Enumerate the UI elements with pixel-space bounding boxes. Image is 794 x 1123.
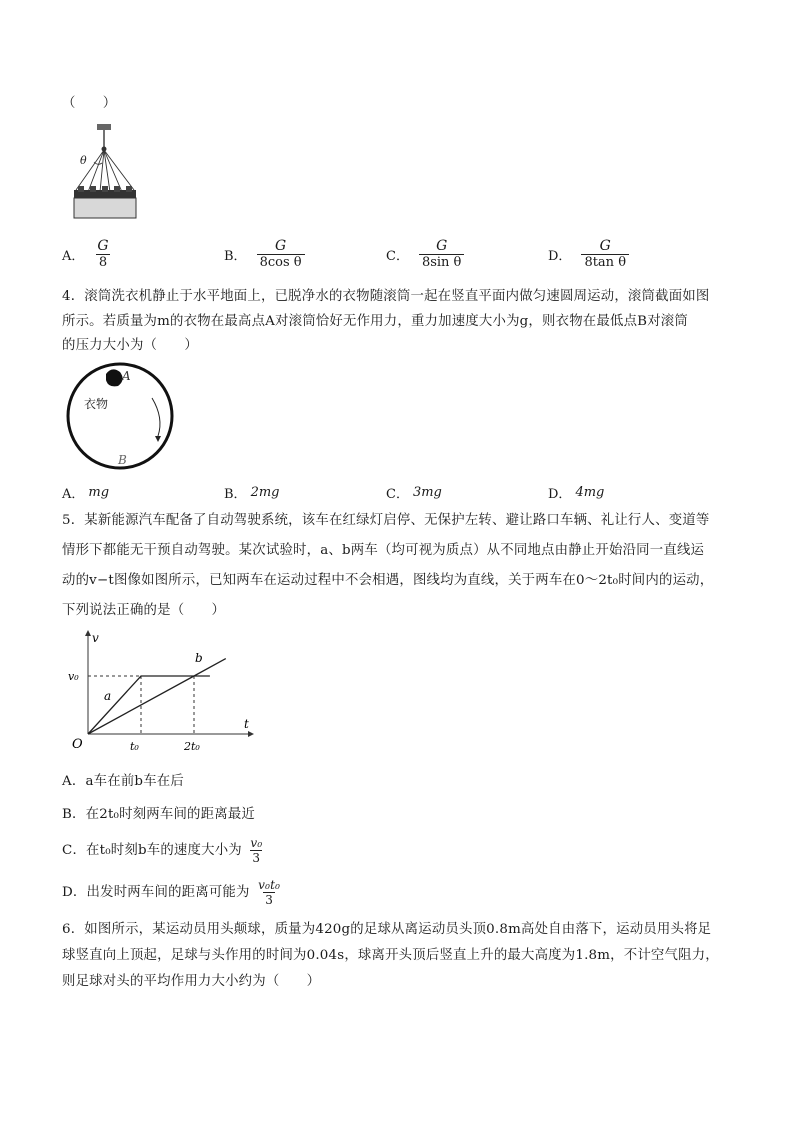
q4-drum-figure [62,360,180,472]
fraction: $\frac{G}{\text{8tan θ}}$ [581,238,629,271]
v0-tick-label: v₀ [68,670,79,683]
q4-text-line-3: 的压力大小为（ ） [62,338,198,353]
q3-answer-bracket: （ ） [62,96,117,111]
q4-option-a[interactable]: A． mg [62,485,110,502]
fraction: $\frac{\text{v₀}}{3}$ [250,836,263,865]
2t0-tick-label: 2t₀ [184,740,200,753]
label-clothes: 衣物 [84,397,109,411]
q6-text-line-2: 球竖直向上顶起，足球与头作用的时间为0.04s，球离开头顶后竖直上升的最大高度为1.8m，不计空气阻力， [62,948,719,963]
label-a: A [122,369,131,383]
origin-label: O [72,737,83,752]
q3-chandelier-figure [70,122,140,222]
theta-label: θ [80,154,87,167]
fraction: $\frac{G}{\text{8sin θ}}$ [419,238,464,271]
t0-tick-label: t₀ [130,740,139,753]
clothes-blob [106,369,123,386]
q5-text-line-3: 动的v−t图像如图所示，已知两车在运动过程中不会相遇，图线均为直线，关于两车在0～2t₀时间内的运动， [62,573,714,588]
q3-options [62,238,742,278]
q5-option-d[interactable]: D．出发时两车间的距离可能为 $\frac{\text{v₀t₀}}{3}$ [62,878,281,907]
q3-option-b[interactable]: B． $\frac{G}{\text{8cos θ}}$ [224,238,305,271]
q3-option-c[interactable]: C． $\frac{G}{\text{8sin θ}}$ [386,238,464,271]
q4-options [62,483,742,503]
line-b-label: b [195,651,203,665]
q6-text-line-1: 6．如图所示，某运动员用头颠球，质量为420g的足球从离运动员头顶0.8m高处自由落下，运动员用头将足 [62,922,712,937]
q4-option-d[interactable]: D． 4mg [548,485,605,502]
q4-option-b[interactable]: B． 2mg [224,485,280,502]
q3-option-d[interactable]: D． $\frac{G}{\text{8tan θ}}$ [548,238,629,271]
fraction: $\frac{G}{\text{8cos θ}}$ [257,238,305,271]
t-axis-label: t [244,717,249,731]
q5-option-b[interactable]: B．在2t₀时刻两车间的距离最近 [62,807,256,822]
q4-text-line-2: 所示。若质量为m的衣物在最高点A对滚筒恰好无作用力，重力加速度大小为g，则衣物在最低点B对滚筒 [62,314,688,329]
fraction: $\frac{G}{8}$ [97,238,109,270]
q5-text-line-1: 5．某新能源汽车配备了自动驾驶系统，该车在红绿灯启停、无保护左转、避让路口车辆、礼让行人、变道等 [62,513,710,528]
fraction: $\frac{\text{v₀t₀}}{3}$ [258,878,281,907]
q6-text-line-3: 则足球对头的平均作用力大小约为（ ） [62,974,321,989]
series-line-a [88,676,210,734]
q5-option-a[interactable]: A．a车在前b车在后 [62,774,184,789]
q4-text-line-1: 4．滚筒洗衣机静止于水平地面上，已脱净水的衣物随滚筒一起在竖直平面内做匀速圆周运动，滚筒截面如图 [62,289,710,304]
q3-option-a[interactable]: A． $\frac{G}{8}$ [62,238,112,271]
q5-option-c[interactable]: C．在t₀时刻b车的速度大小为 $\frac{\text{v₀}}{3}$ [62,836,263,865]
q5-vt-graph [62,628,262,758]
q5-text-line-2: 情形下都能无干预自动驾驶。某次试验时，a、b两车（均可视为质点）从不同地点由静止开始沿同一直线运 [62,543,705,558]
label-b: B [118,453,127,467]
v-axis-label: v [92,631,99,645]
q5-text-line-4: 下列说法正确的是（ ） [62,603,226,618]
line-a-label: a [104,689,112,703]
q4-option-c[interactable]: C． 3mg [386,485,442,502]
